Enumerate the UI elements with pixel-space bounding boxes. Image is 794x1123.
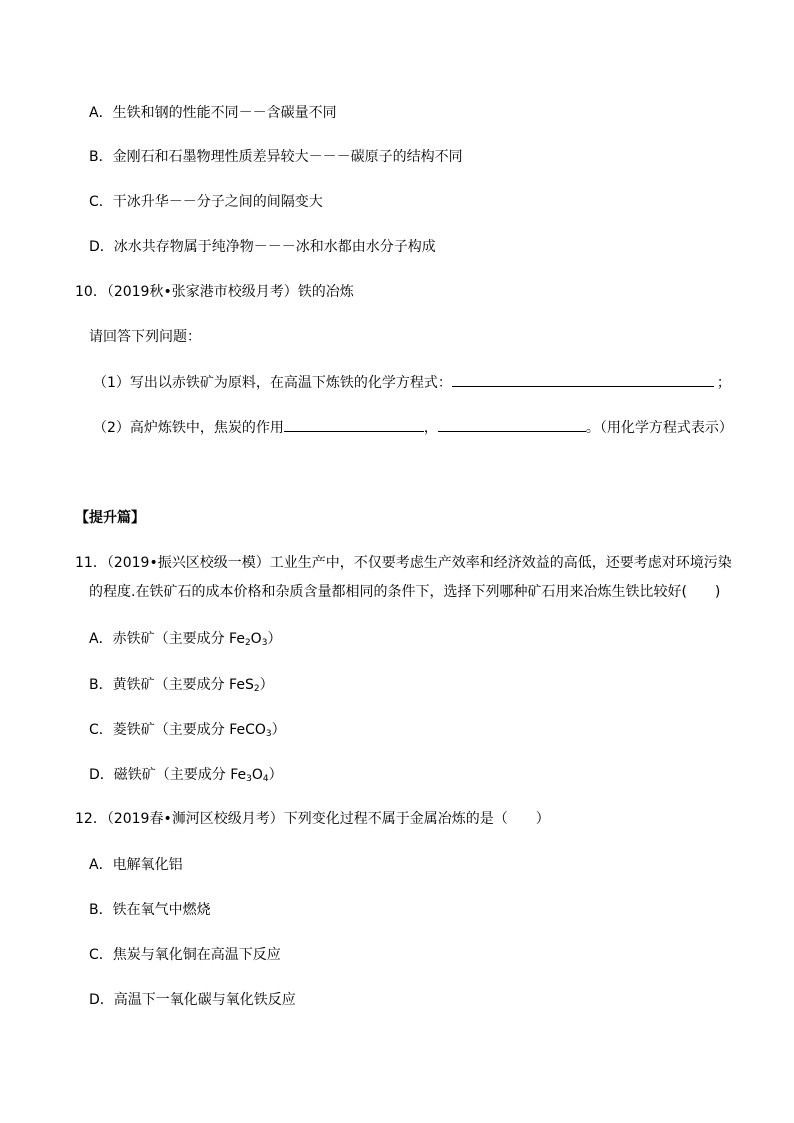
q10-part2-mid: ， [423, 420, 438, 436]
q10-part2-prefix: （2）高炉炼铁中，焦炭的作用 [93, 420, 284, 436]
q11-option-b: B．黄铁矿（主要成分 FeS$_2$） [89, 677, 274, 694]
q11-option-a: A．赤铁矿（主要成分 $Fe_2O_3$） [89, 631, 282, 648]
q12-option-d: D．高温下一氧化碳与氧化铁反应 [89, 992, 296, 1008]
q10-stem: 10．（2019秋•张家港市校级月考）铁的冶炼 [75, 284, 354, 300]
q11-stem-line2: 的程度.在铁矿石的成本价格和杂质含量都相同的条件下，选择下列哪种矿石用来冶炼生铁比较好( ) [89, 584, 721, 600]
q12-option-b: B．铁在氧气中燃烧 [89, 902, 211, 918]
q10-prompt: 请回答下列问题： [89, 329, 201, 345]
q9-option-b: B．金刚石和石墨物理性质差异较大－－－碳原子的结构不同 [89, 149, 463, 165]
section-title: 【提升篇】 [75, 510, 145, 526]
q10-part1 [93, 372, 731, 393]
answer-blank[interactable] [284, 417, 424, 432]
q10-part2-suffix: 。（用化学方程式表示） [585, 420, 733, 436]
answer-blank[interactable] [438, 417, 586, 432]
q9-option-c: C．干冰升华－－分子之间的间隔变大 [89, 194, 323, 210]
q12-stem: 12．（2019春•浉河区校级月考）下列变化过程不属于金属冶炼的是（ ） [75, 811, 550, 827]
q10-part1-prefix: （1）写出以赤铁矿为原料，在高温下炼铁的化学方程式： [93, 375, 452, 391]
q9-option-d: D．冰水共存物属于纯净物－－－冰和水都由水分子构成 [89, 239, 436, 255]
q12-option-c: C．焦炭与氧化铜在高温下反应 [89, 947, 281, 963]
q11-stem-line1: 11．（2019•振兴区校级一模）工业生产中，不仅要考虑生产效率和经济效益的高低，还要考虑对环境污染 [75, 555, 732, 571]
q11-option-c: C．菱铁矿（主要成分 FeCO$_3$） [89, 722, 286, 739]
q12-option-a: A．电解氧化铝 [89, 857, 183, 873]
q10-part2 [93, 417, 733, 438]
q11-option-d: D．磁铁矿（主要成分 $Fe_3O_4$） [89, 767, 283, 784]
answer-blank[interactable] [452, 372, 714, 387]
q10-part1-suffix: ； [716, 375, 731, 391]
q9-option-a: A．生铁和钢的性能不同－－含碳量不同 [89, 105, 337, 121]
